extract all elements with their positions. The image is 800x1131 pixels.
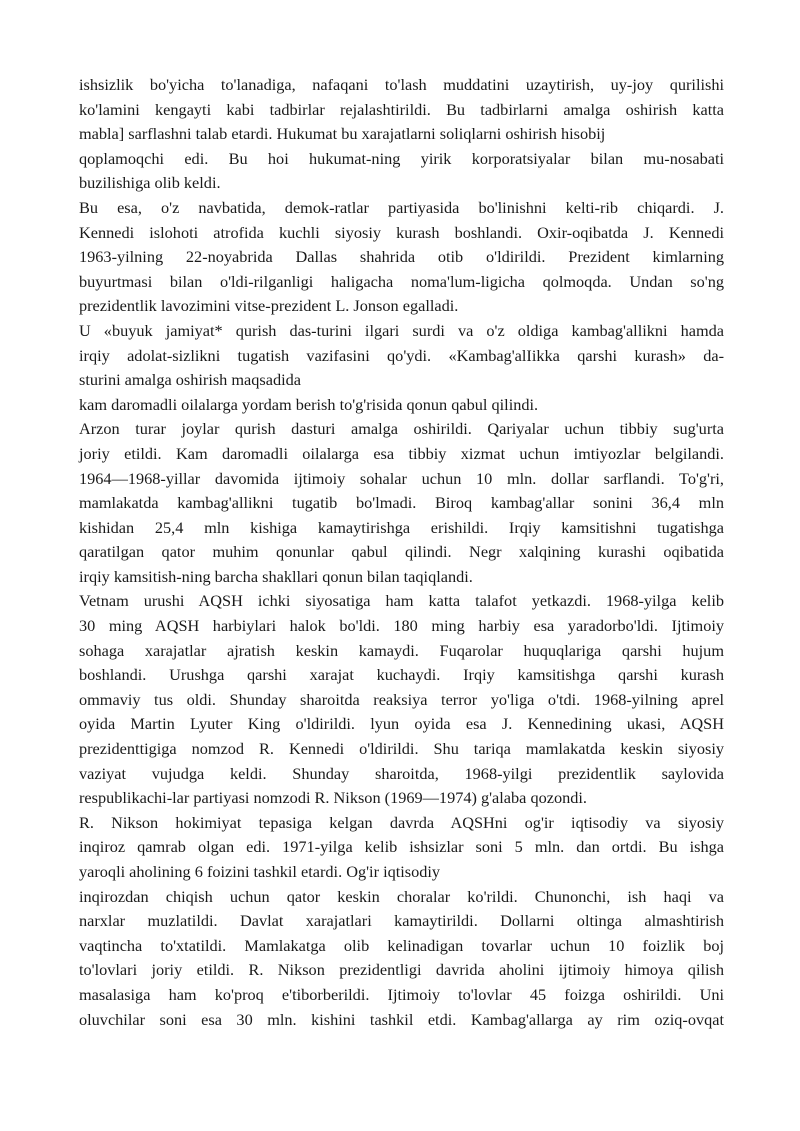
text-line: joriy etildi. Kam daromadli oilalarga esa tibbiy xizmat uchun imtiyozlar belgilandi. bbox=[79, 443, 724, 463]
text-line: buzilishiga olib keldi. bbox=[79, 173, 221, 193]
text-line: oluvchilar soni esa 30 mln. kishini tashkil etdi. Kambag'allarga ay rim oziq-ovqat bbox=[79, 1009, 724, 1029]
text-line: qaratilgan qator muhim qonunlar qabul qilindi. Negr xalqining kurashi oqibatida bbox=[79, 542, 724, 562]
text-line: mamlakatda kambag'allikni tugatib bo'lmadi. Biroq kambag'allar sonini 36,4 mln bbox=[79, 493, 724, 513]
text-line: inqiroz qamrab olgan edi. 1971-yilga kelib ishsizlar soni 5 mln. dan ortdi. Bu ishga bbox=[79, 837, 724, 857]
text-line: buyurtmasi bilan o'ldi-rilganligi haligacha noma'lum-ligicha qolmoqda. Undan so'ng bbox=[79, 271, 724, 291]
text-line: mabla] sarflashni talab etardi. Hukumat bu xarajatlarni soliqlarni oshirish hisobij bbox=[79, 124, 606, 144]
text-line: Kennedi islohoti atrofida kuchli siyosiy kurash boshlandi. Oxir-oqibatda J. Kennedi bbox=[79, 222, 724, 242]
text-line: Arzon turar joylar qurish dasturi amalga oshirildi. Qariyalar uchun tibbiy sug'urta bbox=[79, 419, 724, 439]
text-line: ishsizlik bo'yicha to'lanadiga, nafaqani to'lash muddatini uzaytirish, uy-joy qurilishi bbox=[79, 75, 724, 94]
text-line: irqiy kamsitish-ning barcha shakllari qonun bilan taqiqlandi. bbox=[79, 566, 473, 586]
text-line: kam daromadli oilalarga yordam berish to'g'risida qonun qabul qilindi. bbox=[79, 394, 539, 414]
text-line: masalasiga ham ko'proq e'tiborberildi. Ijtimoiy to'lovlar 45 foizga oshirildi. Uni bbox=[79, 984, 724, 1004]
text-line: Vetnam urushi AQSH ichki siyosatiga ham katta talafot yetkazdi. 1968-yilga kelib bbox=[79, 591, 724, 611]
text-line: to'lovlari joriy etildi. R. Nikson prezidentligi davrida aholini ijtimoiy himoya qilish bbox=[79, 960, 724, 980]
text-line: 1963-yilning 22-noyabrida Dallas shahrida otib o'ldirildi. Prezident kimlarning bbox=[79, 247, 724, 267]
text-line: 30 ming AQSH harbiylari halok bo'ldi. 180 ming harbiy esa yaradorbo'ldi. Ijtimoiy bbox=[79, 616, 724, 636]
text-line: oyida Martin Lyuter King o'ldirildi. lyun oyida esa J. Kennedining ukasi, AQSH bbox=[79, 714, 724, 734]
text-line: R. Nikson hokimiyat tepasiga kelgan davrda AQSHni og'ir iqtisodiy va siyosiy bbox=[79, 812, 724, 832]
text-line: vaqtincha to'xtatildi. Mamlakatga olib kelinadigan tovarlar uchun 10 foizlik boj bbox=[79, 935, 724, 955]
text-line: sturini amalga oshirish maqsadida bbox=[79, 370, 302, 390]
text-line: prezidenttigiga nomzod R. Kennedi o'ldirildi. Shu tariqa mamlakatda keskin siyosiy bbox=[79, 739, 724, 759]
text-line: inqirozdan chiqish uchun qator keskin choralar ko'rildi. Chunonchi, ish haqi va bbox=[79, 886, 724, 906]
document-page bbox=[79, 73, 724, 1032]
text-line: prezidentlik lavozimini vitse-prezident L. Jonson egalladi. bbox=[79, 296, 459, 316]
text-line: kishidan 25,4 mln kishiga kamaytirishga erishildi. Irqiy kamsitishni tugatishga bbox=[79, 517, 724, 537]
text-line: 1964—1968-yillar davomida ijtimoiy sohalar uchun 10 mln. dollar sarflandi. To'g'ri, bbox=[79, 468, 724, 488]
text-line: narxlar muzlatildi. Davlat xarajatlari kamaytirildi. Dollarni oltinga almashtirish bbox=[79, 911, 724, 931]
text-line: respublikachi-lar partiyasi nomzodi R. Nikson (1969—1974) g'alaba qozondi. bbox=[79, 788, 587, 808]
text-line: Bu esa, o'z navbatida, demok-ratlar partiyasida bo'linishni kelti-rib chiqardi. J. bbox=[79, 197, 724, 217]
text-line: ko'lamini kengayti kabi tadbirlar rejalashtirildi. Bu tadbirlarni amalga oshirish katta bbox=[79, 99, 724, 119]
text-line: sohaga xarajatlar ajratish keskin kamaydi. Fuqarolar huquqlariga qarshi hujum bbox=[79, 640, 724, 660]
text-line: ommaviy tus oldi. Shunday sharoitda reaksiya terror yo'liga o'tdi. 1968-yilning aprel bbox=[79, 689, 724, 709]
text-line: vaziyat vujudga keldi. Shunday sharoitda, 1968-yilgi prezidentlik saylovida bbox=[79, 763, 724, 783]
text-line: yaroqli aholining 6 foizini tashkil etardi. Og'ir iqtisodiy bbox=[79, 862, 441, 881]
text-line: qoplamoqchi edi. Bu hoi hukumat-ning yirik korporatsiyalar bilan mu-nosabati bbox=[79, 148, 724, 168]
text-line: boshlandi. Urushga qarshi xarajat kuchaydi. Irqiy kamsitishga qarshi kurash bbox=[79, 665, 724, 685]
text-line: U «buyuk jamiyat* qurish das-turini ilgari surdi va o'z oldiga kambag'allikni hamda bbox=[79, 320, 724, 340]
text-line: irqiy adolat-sizlikni tugatish vazifasini qo'ydi. «Kambag'alIikka qarshi kurash» da- bbox=[79, 345, 724, 365]
